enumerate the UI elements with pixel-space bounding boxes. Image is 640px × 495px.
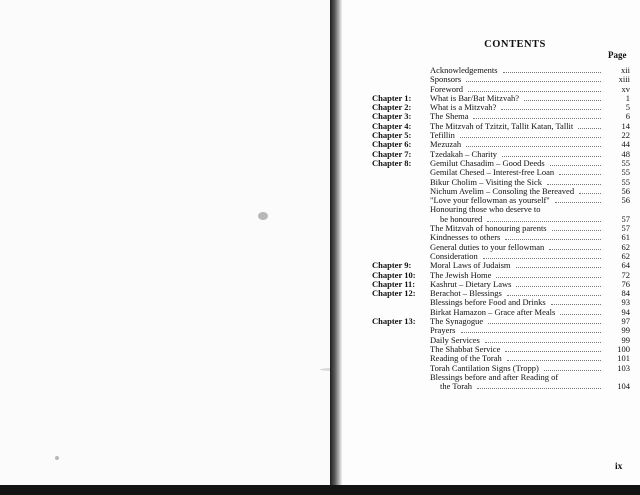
chapter-label: Chapter 12:: [372, 288, 416, 299]
toc-row: [372, 382, 632, 391]
dot-leader: [560, 308, 601, 315]
entry-title: Acknowledgements: [430, 65, 498, 75]
entry-title: Gemilut Chasadim – Good Deeds: [430, 157, 545, 168]
entry-title: Daily Services: [430, 334, 480, 345]
dot-leader: [485, 336, 601, 343]
contents-title: CONTENTS: [484, 39, 546, 50]
dot-leader: [466, 75, 601, 82]
dot-leader: [496, 271, 601, 278]
entry-title: Torah Cantilation Signs (Tropp): [430, 362, 539, 373]
dot-leader: [550, 159, 601, 166]
page-ref: 55: [621, 167, 630, 178]
dot-leader: [578, 122, 601, 129]
entry-title: "Love your fellowman as yourself": [430, 195, 550, 206]
chapter-label: Chapter 8:: [372, 157, 412, 168]
page-ref: 97: [621, 316, 630, 327]
scan-edge: [0, 485, 640, 495]
toc-row: [372, 131, 632, 140]
page-ref: 62: [621, 241, 630, 252]
chapter-label: Chapter 10:: [372, 269, 416, 280]
dot-leader: [551, 298, 601, 305]
page-ref: 57: [621, 223, 630, 234]
dot-leader: [501, 103, 601, 110]
toc-row: [372, 140, 632, 149]
chapter-label: Chapter 1:: [372, 92, 412, 103]
toc-row: [372, 326, 632, 335]
page-column-header: Page: [608, 50, 627, 60]
entry-title: The Shabbat Service: [430, 343, 501, 354]
entry-title: What is a Mitzvah?: [430, 102, 497, 113]
dot-leader: [507, 289, 601, 296]
chapter-label: Chapter 9:: [372, 260, 412, 271]
entry-title: Gemilat Chesed – Interest-free Loan: [430, 167, 555, 178]
chapter-label: Chapter 5:: [372, 130, 412, 141]
entry-title: Berachot – Blessings: [430, 288, 502, 299]
entry-title: Moral Laws of Judaism: [430, 260, 511, 271]
page-ref: 104: [617, 381, 630, 392]
toc-entry: [430, 122, 604, 131]
entry-title: The Jewish Home: [430, 269, 492, 280]
entry-title: Foreword: [430, 83, 464, 94]
toc-entry: [430, 382, 604, 391]
chapter-label: Chapter 6:: [372, 139, 412, 150]
entry-title: the Torah: [440, 381, 473, 392]
page-ref: 22: [621, 130, 630, 141]
page-ref: 76: [621, 278, 630, 289]
page-ref: xv: [621, 83, 630, 94]
entry-title: The Shema: [430, 111, 469, 122]
entry-title: Kashrut – Dietary Laws: [430, 278, 512, 289]
toc-row: [372, 205, 632, 214]
dot-leader: [507, 354, 601, 361]
toc-row: [372, 224, 632, 233]
dot-leader: [555, 196, 601, 203]
dot-leader: [483, 252, 601, 259]
entry-title: The Mitzvah of Tzitzit, Tallit Katan, Tallit: [430, 120, 574, 131]
page-ref: 48: [621, 148, 630, 159]
page-number: ix: [615, 462, 623, 472]
dot-leader: [460, 131, 601, 138]
page-ref: 5: [625, 102, 630, 113]
dot-leader: [502, 150, 601, 157]
page-ref: 62: [621, 250, 630, 261]
page-ref: 100: [617, 343, 630, 354]
ink-smudge: [258, 212, 268, 220]
entry-title: Consideration: [430, 250, 478, 261]
dot-leader: [477, 382, 601, 389]
chapter-label: Chapter 2:: [372, 102, 412, 113]
toc-row: [372, 94, 632, 103]
toc-row: [372, 336, 632, 345]
page-ref: 57: [621, 213, 630, 224]
page-ref: 1: [625, 92, 630, 103]
page-ref: 99: [621, 334, 630, 345]
chapter-label: Chapter 11:: [372, 278, 416, 289]
dot-leader: [505, 345, 601, 352]
page-ref: 103: [617, 362, 630, 373]
entry-title: General duties to your fellowman: [430, 241, 545, 252]
page-ref: 56: [621, 185, 630, 196]
dot-leader: [487, 215, 601, 222]
dot-leader: [461, 326, 602, 333]
page-ref: 84: [621, 288, 630, 299]
dot-leader: [473, 112, 601, 119]
chapter-label: Chapter 3:: [372, 111, 412, 122]
page-ref: 93: [621, 297, 630, 308]
dot-leader: [503, 66, 601, 73]
ink-smudge: [55, 456, 59, 460]
toc-row: [372, 317, 632, 326]
entry-title: Sponsors: [430, 74, 462, 85]
chapter-label: Chapter 7:: [372, 148, 412, 159]
page-ref: 44: [621, 139, 630, 150]
entry-title: Blessings before and after Reading of: [430, 371, 559, 382]
book-gutter: [330, 0, 342, 495]
toc-row: [372, 75, 632, 84]
page-ref: 6: [625, 111, 630, 122]
entry-title: Mezuzah: [430, 139, 462, 150]
page-ref: 55: [621, 176, 630, 187]
dot-leader: [488, 317, 601, 324]
entry-title: Honouring those who deserve to: [430, 204, 541, 215]
page-ref: 55: [621, 157, 630, 168]
entry-title: The Mitzvah of honouring parents: [430, 223, 547, 234]
page-ref: 101: [617, 353, 630, 364]
toc-row: [372, 66, 632, 75]
dot-leader: [547, 178, 601, 185]
entry-title: Kindnesses to others: [430, 232, 501, 243]
toc-row: [372, 103, 632, 112]
entry-title: Reading of the Torah: [430, 353, 502, 364]
page-ref: 61: [621, 232, 630, 243]
page-ref: xii: [621, 65, 630, 75]
dot-leader: [524, 94, 601, 101]
entry-title: Birkat Hamazon – Grace after Meals: [430, 306, 556, 317]
page-ref: xiii: [618, 74, 630, 85]
entry-title: The Synagogue: [430, 316, 484, 327]
dot-leader: [505, 233, 601, 240]
toc-entry: [430, 317, 604, 326]
entry-title: Tefillin: [430, 130, 455, 141]
toc-row: [372, 345, 632, 354]
dot-leader: [516, 261, 601, 268]
entry-title: Prayers: [430, 325, 456, 336]
page-ref: 99: [621, 325, 630, 336]
page-ref: 64: [621, 260, 630, 271]
dot-leader: [549, 243, 601, 250]
page-ref: 14: [621, 120, 630, 131]
dot-leader: [468, 85, 601, 92]
dot-leader: [579, 187, 601, 194]
toc-row: [372, 373, 632, 382]
entry-title: Bikur Cholim – Visiting the Sick: [430, 176, 542, 187]
entry-title: Nichum Avelim – Consoling the Bereaved: [430, 185, 575, 196]
page-ref: 94: [621, 306, 630, 317]
page-ref: 72: [621, 269, 630, 280]
toc-row: [372, 243, 632, 252]
dot-leader: [552, 224, 601, 231]
entry-title: What is Bar/Bat Mitzvah?: [430, 92, 519, 103]
dot-leader: [559, 168, 601, 175]
entry-title: be honoured: [440, 213, 483, 224]
chapter-label: Chapter 4:: [372, 120, 412, 131]
entry-title: Tzedakah – Charity: [430, 148, 498, 159]
dot-leader: [516, 280, 601, 287]
entry-title: Blessings before Food and Drinks: [430, 297, 546, 308]
chapter-label: Chapter 13:: [372, 316, 416, 327]
table-of-contents: [372, 66, 632, 391]
page-ref: 56: [621, 195, 630, 206]
toc-row: [372, 122, 632, 131]
dot-leader: [466, 140, 601, 147]
dot-leader: [544, 364, 601, 371]
